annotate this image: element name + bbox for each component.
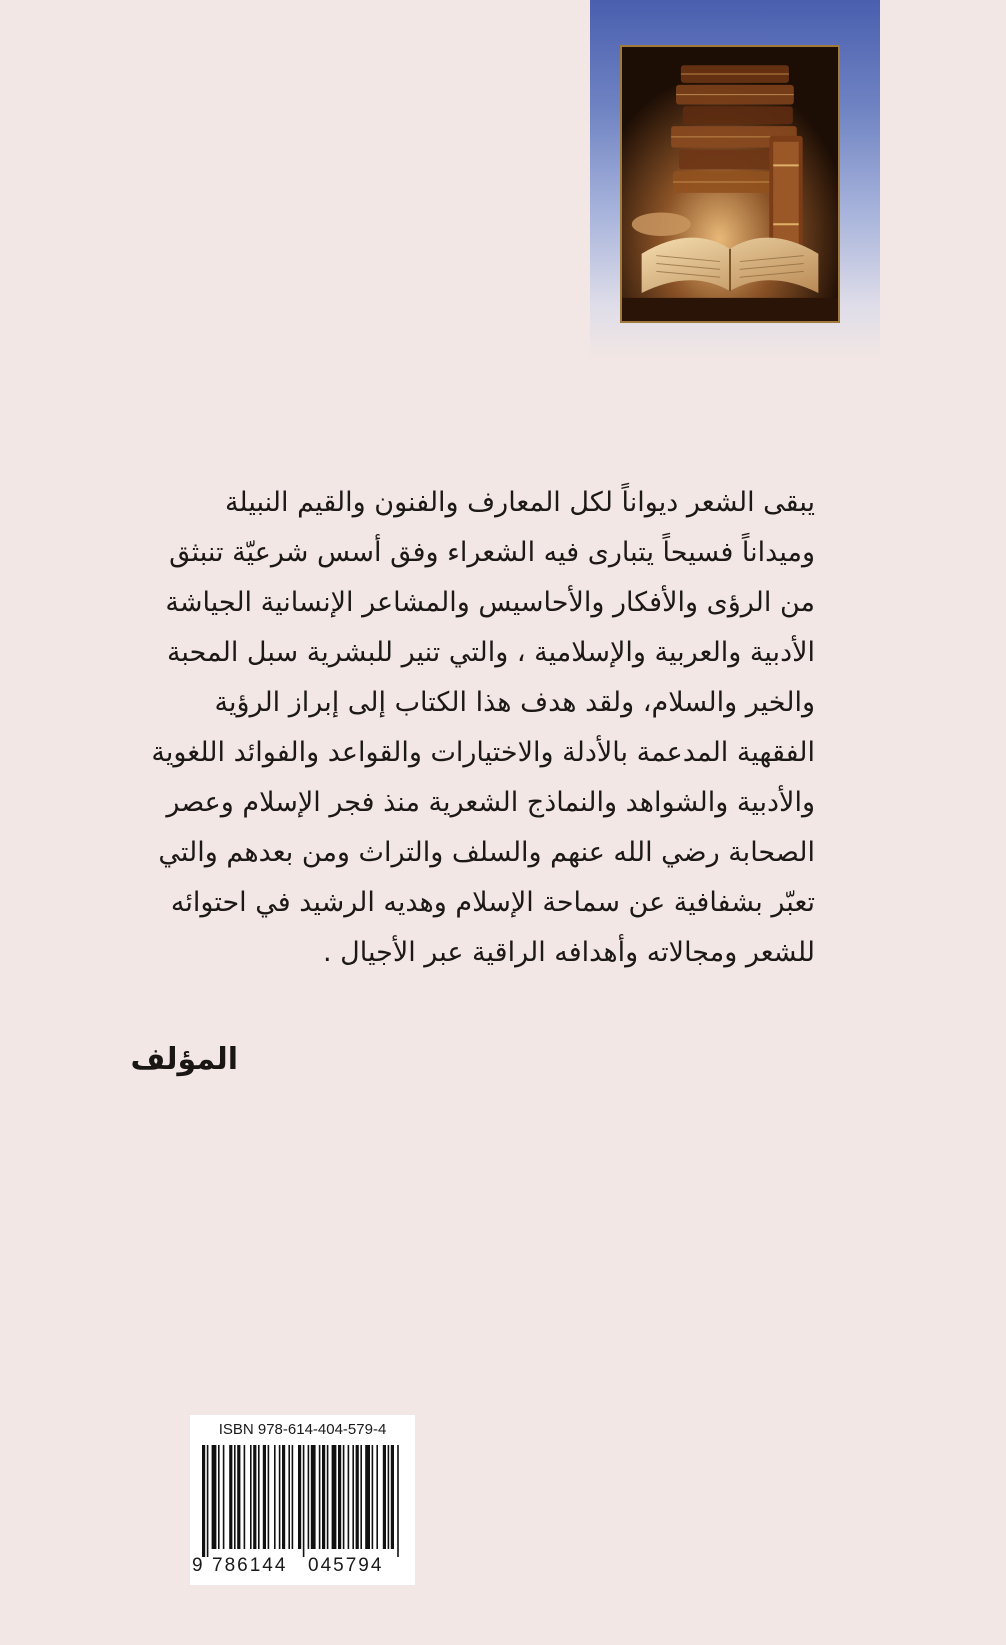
barcode-bar [250,1445,252,1549]
barcode-bar [332,1445,337,1549]
barcode-bar [352,1445,354,1549]
barcode-digit-group-2: 045794 [308,1555,384,1576]
barcode-bar [202,1445,205,1557]
barcode-digit-group-1: 786144 [212,1555,288,1576]
description-line-7: والأدبية والشواهد والنماذج الشعرية منذ فجر الإسلام وعصر [166,787,815,818]
barcode-bar [258,1445,260,1549]
barcode-bar [212,1445,217,1549]
barcode-bar [308,1445,310,1549]
barcode-bar [356,1445,359,1549]
barcode-bar [388,1445,390,1549]
barcode-bar [282,1445,285,1549]
barcode-bar [253,1445,256,1549]
barcode-bar [234,1445,236,1549]
barcode-bar [376,1445,378,1549]
description-line-9: تعبّر بشفافية عن سماحة الإسلام وهديه الرشيد في احتوائه [170,887,815,918]
barcode-bar [365,1445,370,1549]
barcode-bar [397,1445,399,1557]
barcode-bar [391,1445,394,1549]
barcode-bar [274,1445,276,1549]
barcode-bar [229,1445,232,1549]
description-line-8: الصحابة رضي الله عنهم والسلف والتراث ومن بعدهم والتي [158,837,815,868]
barcode-bar [372,1445,374,1549]
barcode-lead-digit: 9 [192,1555,203,1576]
books-illustration-icon [622,47,838,321]
barcode-bar [237,1445,240,1549]
barcode-icon [198,1445,408,1557]
barcode-bar [348,1445,350,1549]
barcode-bar [322,1445,325,1549]
description-line-4: الأدبية والعربية والإسلامية ، والتي تنير للبشرية سبل المحبة [166,637,815,668]
cover-illustration [620,45,840,323]
barcode-bar [288,1445,290,1549]
author-signature: المؤلف [130,1042,238,1077]
barcode-bar [360,1445,362,1549]
barcode-bar [319,1445,321,1549]
description-line-1: يبقى الشعر ديواناً لكل المعارف والفنون والقيم النبيلة [224,487,815,518]
back-cover-description [135,478,815,978]
description-line-3: من الرؤى والأفكار والأحاسيس والمشاعر الإنسانية الجياشة [165,587,815,618]
barcode-bar [244,1445,246,1549]
barcode-bar [303,1445,305,1557]
barcode-bar [223,1445,225,1549]
barcode-bar [311,1445,316,1549]
barcode-bar [383,1445,386,1549]
barcode-bar [207,1445,209,1557]
barcode-bar [327,1445,329,1549]
description-line-5: والخير والسلام، ولقد هدف هذا الكتاب إلى إبراز الرؤية [214,687,815,718]
description-line-2: وميداناً فسيحاً يتبارى فيه الشعراء وفق أسس شرعيّة تنبثق [169,537,815,568]
barcode-bar [292,1445,294,1549]
barcode-bar [343,1445,345,1549]
barcode-bar [338,1445,341,1549]
isbn-barcode-label [190,1415,415,1585]
barcode-bar [279,1445,281,1549]
barcode-bar [218,1445,220,1549]
barcode-bar [298,1445,301,1549]
isbn-number: ISBN 978-614-404-579-4 [218,1421,387,1438]
description-line-10: للشعر ومجالاته وأهدافه الراقية عبر الأجيال . [322,937,815,968]
description-line-6: الفقهية المدعمة بالأدلة والاختيارات والقواعد والفوائد اللغوية [151,737,815,768]
barcode-bar [263,1445,266,1549]
barcode-bar [268,1445,270,1549]
